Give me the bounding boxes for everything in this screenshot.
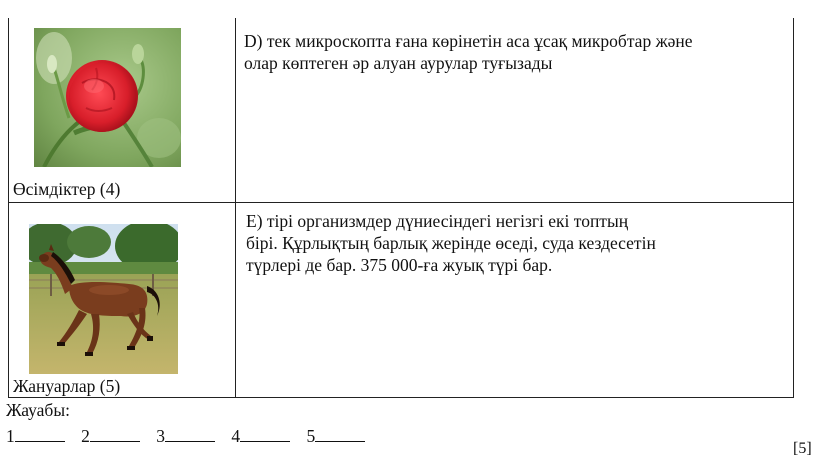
option-d-line: D) тек микроскопта ғана көрінетін аса ұсақ микробтар және	[244, 31, 693, 51]
answer-blank-line[interactable]	[165, 424, 215, 442]
answer-blank-line[interactable]	[240, 424, 290, 442]
answer-blanks-row	[6, 424, 377, 447]
answer-slot-3[interactable]	[156, 424, 215, 447]
answer-slot-4[interactable]	[231, 424, 290, 447]
red-carnation-flower-photo	[34, 28, 181, 167]
table-right-border	[793, 18, 794, 398]
answer-slot-number: 3	[156, 426, 165, 446]
table-bottom-border	[8, 397, 794, 398]
answer-label: Жауабы:	[6, 400, 70, 420]
answer-blank-line[interactable]	[15, 424, 65, 442]
option-d-text	[244, 30, 789, 74]
answer-slot-1[interactable]	[6, 424, 65, 447]
answer-slot-2[interactable]	[81, 424, 140, 447]
answer-slot-5[interactable]	[307, 424, 366, 447]
option-e-line: түрлері де бар. 375 000-ға жуық түрі бар.	[246, 255, 553, 275]
table-column-divider	[235, 18, 236, 398]
marks-badge: [5]	[793, 440, 812, 457]
table-left-border	[8, 18, 9, 398]
running-horse-photo	[29, 224, 178, 374]
animals-caption: Жануарлар (5)	[13, 376, 121, 396]
answer-slot-number: 4	[231, 426, 241, 446]
answer-blank-line[interactable]	[90, 424, 140, 442]
answer-slot-number: 5	[306, 426, 316, 446]
option-e-line: E) тірі организмдер дүниесіндегі негізгі екі топтың	[246, 211, 629, 231]
answer-blank-line[interactable]	[315, 424, 365, 442]
option-d-line: олар көптеген әр алуан аурулар туғызады	[244, 53, 553, 73]
option-e-text	[246, 210, 791, 276]
plants-caption: Өсімдіктер (4)	[13, 179, 121, 199]
answer-slot-number: 2	[81, 426, 90, 446]
option-e-line: бірі. Құрлықтың барлық жерінде өседі, суда кездесетін	[246, 233, 656, 253]
answer-slot-number: 1	[6, 426, 15, 446]
table-row-divider	[8, 202, 794, 203]
